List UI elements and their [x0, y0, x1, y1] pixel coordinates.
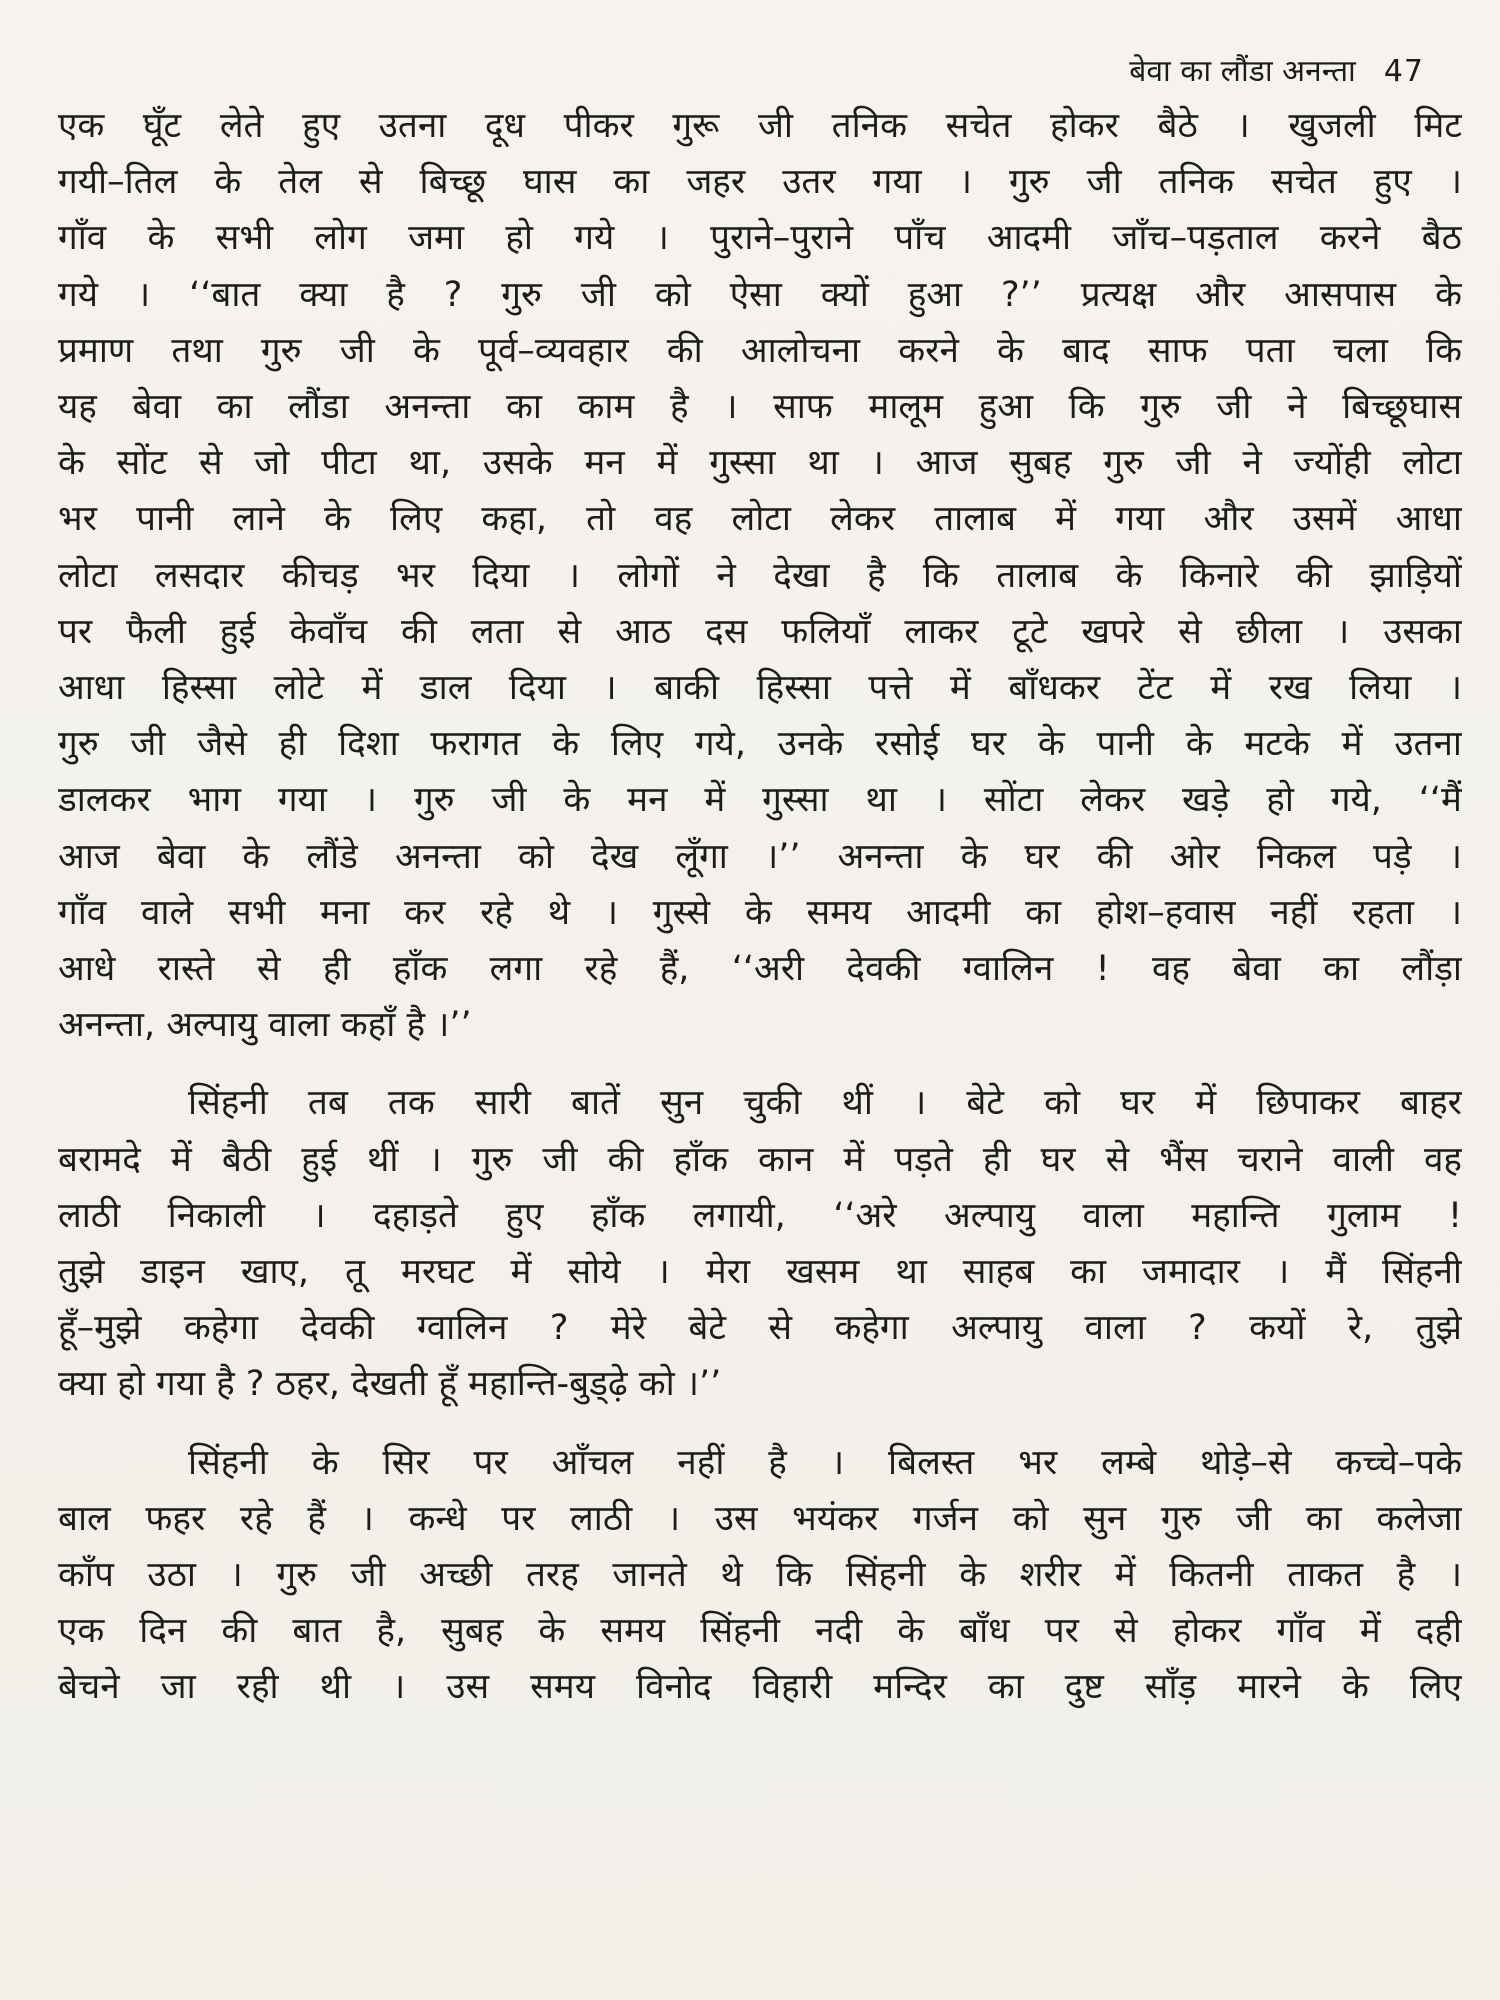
text-line: लाठी निकाली । दहाड़ते हुए हाँक लगायी, ‘‘अरे अल्पायु वाला महान्ति गुलाम ! [58, 1195, 1462, 1236]
text-line: एक घूँट लेते हुए उतना दूध पीकर गुरू जी तनिक सचेत होकर बैठे । खुजली मिट [58, 106, 1462, 146]
text-line: यह बेवा का लौंडा अनन्ता का काम है । साफ मालूम हुआ कि गुरु जी ने बिच्छूघास [58, 387, 1462, 428]
text-line: आधे रास्ते से ही हाँक लगा रहे हैं, ‘‘अरी देवकी ग्वालिन ! वह बेवा का लौंड़ा [58, 949, 1462, 990]
paragraph-1 [58, 98, 1462, 1053]
page-number: 47 [1383, 54, 1424, 89]
text-line: बेचने जा रही थी । उस समय विनोद विहारी मन्दिर का दुष्ट साँड़ मारने के लिए [58, 1667, 1462, 1708]
text-line: सिंहनी के सिर पर आँचल नहीं है । बिलस्त भर लम्बे थोड़े–से कच्चे–पके [188, 1442, 1462, 1483]
paragraph-2 [58, 1075, 1462, 1412]
text-line: गाँव वाले सभी मना कर रहे थे । गुस्से के समय आदमी का होश–हवास नहीं रहता । [58, 892, 1462, 933]
text-line: गयी–तिल के तेल से बिच्छू घास का जहर उतर गया । गुरु जी तनिक सचेत हुए । [58, 162, 1462, 203]
text-line: के सोंट से जो पीटा था, उसके मन में गुस्सा था । आज सुबह गुरु जी ने ज्योंही लोटा [58, 443, 1462, 484]
running-header [58, 52, 1424, 92]
text-line: प्रमाण तथा गुरु जी के पूर्व–व्यवहार की आलोचना करने के बाद साफ पता चला कि [58, 330, 1462, 371]
text-line: तुझे डाइन खाए, तू मरघट में सोये । मेरा खसम था साहब का जमादार । मैं सिंहनी [58, 1252, 1462, 1293]
text-line: सिंहनी तब तक सारी बातें सुन चुकी थीं । बेटे को घर में छिपाकर बाहर [188, 1083, 1462, 1124]
paragraph-gap [58, 1413, 1462, 1435]
paragraph-gap [58, 1053, 1462, 1075]
text-line: भर पानी लाने के लिए कहा, तो वह लोटा लेकर तालाब में गया और उसमें आधा [58, 499, 1462, 540]
text-line: गये । ‘‘बात क्या है ? गुरु जी को ऐसा क्यों हुआ ?’’ प्रत्यक्ष और आसपास के [58, 274, 1462, 315]
text-line: डालकर भाग गया । गुरु जी के मन में गुस्सा था । सोंटा लेकर खड़े हो गये, ‘‘मैं [58, 780, 1462, 821]
text-line: आधा हिस्सा लोटे में डाल दिया । बाकी हिस्सा पत्ते में बाँधकर टेंट में रख लिया । [58, 668, 1462, 709]
paragraph-3 [58, 1435, 1462, 1716]
running-title: बेवा का लौंडा अनन्ता [1129, 54, 1356, 89]
text-line: पर फैली हुई केवाँच की लता से आठ दस फलियाँ लाकर टूटे खपरे से छीला । उसका [58, 611, 1462, 652]
text-line: गुरु जी जैसे ही दिशा फरागत के लिए गये, उनके रसोई घर के पानी के मटके में उतना [58, 724, 1462, 765]
text-line: गाँव के सभी लोग जमा हो गये । पुराने–पुराने पाँच आदमी जाँच–पड़ताल करने बैठ [58, 218, 1462, 259]
text-line: बाल फहर रहे हैं । कन्धे पर लाठी । उस भयंकर गर्जन को सुन गुरु जी का कलेजा [58, 1498, 1462, 1539]
text-line: अनन्ता, अल्पायु वाला कहाँ है ।’’ [58, 1005, 472, 1046]
text-line: आज बेवा के लौंडे अनन्ता को देख लूँगा ।’’ अनन्ता के घर की ओर निकल पड़े । [58, 836, 1462, 877]
text-line: हूँ–मुझे कहेगा देवकी ग्वालिन ? मेरे बेटे से कहेगा अल्पायु वाला ? कयों रे, तुझे [58, 1308, 1462, 1349]
text-line: लोटा लसदार कीचड़ भर दिया । लोगों ने देखा है कि तालाब के किनारे की झाड़ियों [58, 555, 1462, 596]
text-line: बरामदे में बैठी हुई थीं । गुरु जी की हाँक कान में पड़ते ही घर से भैंस चराने वाली वह [58, 1139, 1462, 1180]
text-line: क्या हो गया है ? ठहर, देखती हूँ महान्ति-बुड्ढ़े को ।’’ [58, 1364, 722, 1405]
text-line: एक दिन की बात है, सुबह के समय सिंहनी नदी के बाँध पर से होकर गाँव में दही [58, 1611, 1462, 1652]
text-line: काँप उठा । गुरु जी अच्छी तरह जानते थे कि सिंहनी के शरीर में कितनी ताकत है । [58, 1555, 1462, 1596]
